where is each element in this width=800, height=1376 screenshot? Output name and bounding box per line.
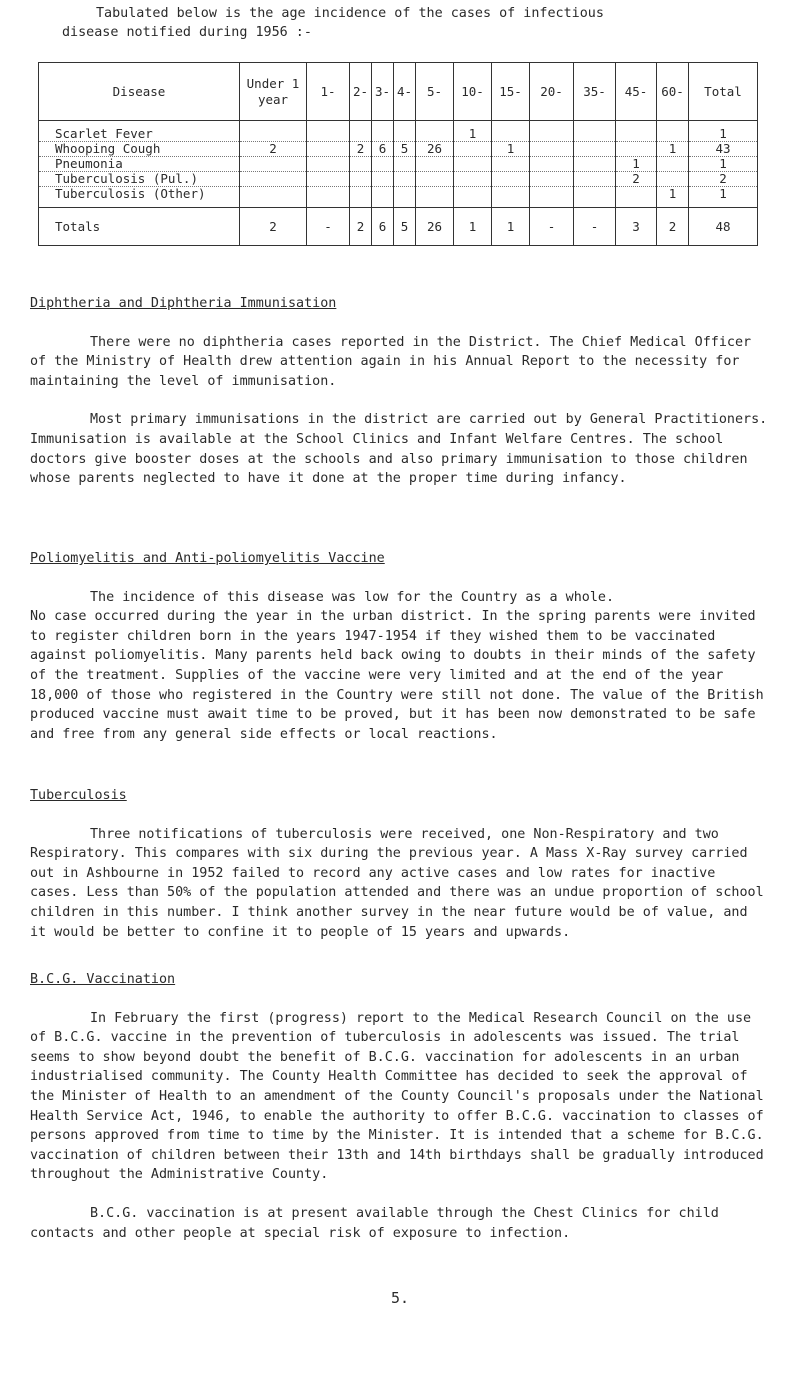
count-cell [307,142,350,157]
paragraph: Most primary immunisations in the district are carried out by General Practitioners. Immunisation is available at the School Clinics and Infant Welfare Centres. The school doctors give booster doses at the schools and also primary immunisation to those children whose parents neglected to have it done at the proper time during infancy. [30,412,768,487]
count-cell [530,157,574,172]
paragraph: In February the first (progress) report to the Medical Research Council on the use of B.C.G. vaccine in the prevention of tuberculosis in adolescents was issued. The trial seems to show beyond doubt the benefit of B.C.G. vaccination for adolescents in an urban industrialised community. The County Health Committee has decided to seek the approval of the Minister of Health to an amendment of the County Council's proposals under the National Health Service Act, 1946, to enable the authority to offer B.C.G. vaccination to classes of persons approved from time to time by the Minister. It is intended that a scheme for B.C.G. vaccination of children between their 13th and 14th birthdays shall be gradually introduced throughout the Administrative County. [30,1010,764,1183]
header-total: Total [689,63,758,121]
count-cell [394,187,416,208]
table-row [39,157,758,172]
count-cell [350,121,372,142]
count-cell [574,157,616,172]
count-cell [574,172,616,187]
totals-label: Totals [39,208,240,246]
count-cell: 6 [372,142,394,157]
total-cell: 2 [657,208,689,246]
row-total-cell: 1 [689,121,758,142]
total-cell: - [307,208,350,246]
count-cell [416,187,454,208]
count-cell [372,157,394,172]
header-age: 10- [454,63,492,121]
intro [62,4,762,42]
header-age: 3- [372,63,394,121]
count-cell [492,172,530,187]
paragraph: No case occurred during the year in the urban district. In the spring parents were invited to register children born in the years 1947-1954 if they wished them to be vaccinated against poliomyelitis. Many parents held back owing to doubts in their minds of the safety of the treatment. Supplies of the vaccine were very limited and at the end of the year 18,000 of those who registered in the Country were still not done. The value of the British produced vaccine must await time to be proved, but it has been now demonstrated to be safe and free from any general side effects or local reactions. [30,609,764,742]
count-cell [454,187,492,208]
count-cell [530,172,574,187]
count-cell [372,187,394,208]
paragraph: Three notifications of tuberculosis were received, one Non-Respiratory and two Respiratory. This compares with six during the previous year. A Mass X-Ray survey carried out in Ashbourne in 1952 failed to record any active cases and low rates for inactive cases. Less than 50% of the population attended and there was an undue proportion of school children in this number. I think another survey in the near future would be of value, and it would be better to confine it to people of 15 years and upwards. [30,826,764,940]
count-cell [454,157,492,172]
section-heading: Diphtheria and Diphtheria Immunisation [30,296,337,311]
count-cell [350,157,372,172]
disease-name: Pneumonia [39,157,240,172]
count-cell: 1 [454,121,492,142]
count-cell [657,172,689,187]
table-row [39,187,758,208]
total-cell: 26 [416,208,454,246]
section-heading: Poliomyelitis and Anti-poliomyelitis Vaccine [30,551,385,566]
count-cell [416,121,454,142]
total-cell: - [530,208,574,246]
count-cell [394,172,416,187]
header-age: 60- [657,63,689,121]
header-age: 5- [416,63,454,121]
count-cell: 2 [350,142,372,157]
count-cell: 1 [657,142,689,157]
header-age: 45- [616,63,657,121]
table-row [39,172,758,187]
total-cell: 1 [454,208,492,246]
disease-name: Whooping Cough [39,142,240,157]
total-cell: 5 [394,208,416,246]
total-cell: 2 [240,208,307,246]
disease-name: Tuberculosis (Pul.) [39,172,240,187]
header-age: 4- [394,63,416,121]
count-cell: 1 [657,187,689,208]
count-cell: 2 [616,172,657,187]
disease-name: Tuberculosis (Other) [39,187,240,208]
row-total-cell: 1 [689,157,758,172]
incidence-table [38,62,758,246]
count-cell [372,121,394,142]
total-cell: 6 [372,208,394,246]
count-cell [492,121,530,142]
totals-row [39,208,758,246]
count-cell [307,157,350,172]
table-header-row [39,63,758,121]
count-cell: 1 [492,142,530,157]
count-cell: 1 [616,157,657,172]
count-cell [307,172,350,187]
count-cell [350,187,372,208]
header-age: 15- [492,63,530,121]
header-age: 35- [574,63,616,121]
row-total-cell: 2 [689,172,758,187]
count-cell [240,121,307,142]
count-cell [454,172,492,187]
header-age: 2- [350,63,372,121]
count-cell [394,157,416,172]
row-total-cell: 1 [689,187,758,208]
total-cell: - [574,208,616,246]
count-cell [657,121,689,142]
count-cell [307,187,350,208]
count-cell [240,157,307,172]
count-cell [240,187,307,208]
count-cell [307,121,350,142]
row-total-cell: 43 [689,142,758,157]
paragraph: B.C.G. vaccination is at present available through the Chest Clinics for child contacts and other people at special risk of exposure to infection. [30,1205,719,1241]
table-row [39,142,758,157]
count-cell [240,172,307,187]
count-cell [372,172,394,187]
count-cell [416,157,454,172]
header-disease: Disease [39,63,240,121]
section-poliomyelitis [30,549,770,744]
count-cell [574,187,616,208]
count-cell [574,121,616,142]
intro-line-2: disease notified during 1956 :- [62,25,312,40]
count-cell: 26 [416,142,454,157]
count-cell [492,187,530,208]
table-row [39,121,758,142]
count-cell [530,142,574,157]
count-cell [530,187,574,208]
total-cell: 1 [492,208,530,246]
section-diphtheria [30,294,770,489]
count-cell [416,172,454,187]
header-age: 1- [307,63,350,121]
section-heading: Tuberculosis [30,788,127,803]
count-cell [616,121,657,142]
section-heading: B.C.G. Vaccination [30,972,176,987]
total-cell: 2 [350,208,372,246]
count-cell [492,157,530,172]
grand-total-cell: 48 [689,208,758,246]
total-cell: 3 [616,208,657,246]
paragraph: The incidence of this disease was low for the Country as a whole. [90,589,615,605]
count-cell [350,172,372,187]
count-cell: 2 [240,142,307,157]
count-cell [530,121,574,142]
intro-line-1: Tabulated below is the age incidence of the cases of infectious [96,6,604,21]
disease-name: Scarlet Fever [39,121,240,142]
section-tuberculosis [30,786,770,942]
count-cell [616,187,657,208]
count-cell: 5 [394,142,416,157]
count-cell [574,142,616,157]
count-cell [394,121,416,142]
page-number: 5. [390,1289,410,1307]
count-cell [657,157,689,172]
paragraph: There were no diphtheria cases reported in the District. The Chief Medical Officer of the Ministry of Health drew attention again in his Annual Report to the necessity for maintaining the level of immunisation. [30,334,752,389]
count-cell [616,142,657,157]
count-cell [454,142,492,157]
header-age: 20- [530,63,574,121]
section-bcg-vaccination [30,970,770,1243]
header-under-1: Under 1 year [240,63,307,121]
